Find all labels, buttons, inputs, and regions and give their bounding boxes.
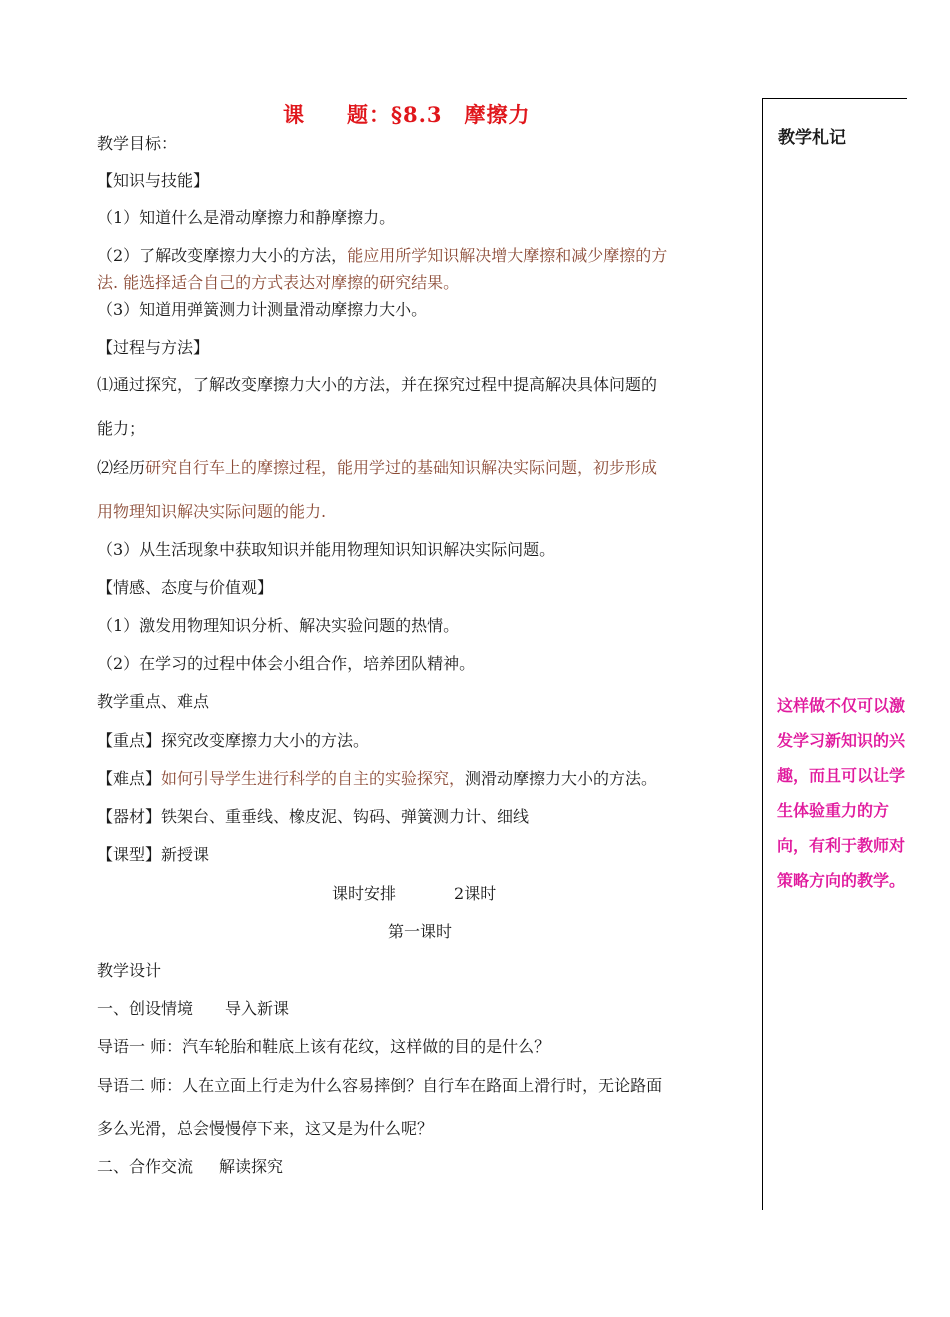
section-heading: 一、创设情境 — [97, 999, 194, 1018]
text-line — [97, 246, 667, 266]
text-segment-highlight: 能应用所学知识解决增大摩擦和减少摩擦的方 — [347, 246, 668, 265]
text-segment: （2）了解改变摩擦力大小的方法， — [97, 246, 348, 265]
text-line: 【过程与方法】 — [97, 338, 210, 357]
schedule-label: 课时安排 — [332, 884, 397, 903]
text-line — [97, 458, 657, 478]
text-line: （3）从生活现象中获取知识并能用物理知识知识解决实际问题。 — [97, 540, 556, 559]
text-line: 【知识与技能】 — [97, 171, 210, 190]
text-line — [97, 769, 657, 789]
text-line: 【课型】新授课 — [97, 845, 210, 864]
section-heading-sub: 解读探究 — [219, 1157, 284, 1176]
text-segment-highlight: 如何引导学生进行科学的自主的实验探究， — [161, 769, 466, 788]
text-line: 用物理知识解决实际问题的能力. — [97, 502, 327, 521]
text-segment: ⑵经历 — [97, 458, 146, 477]
section-heading: 二、合作交流 — [97, 1157, 194, 1176]
text-segment: 测滑动摩擦力大小的方法。 — [465, 769, 658, 788]
title-text: 题：§8.3 摩擦力 — [347, 102, 531, 127]
text-line: ⑴通过探究，了解改变摩擦力大小的方法，并在探究过程中提高解决具体问题的 — [97, 375, 658, 394]
text-line: 教学目标： — [97, 134, 178, 153]
text-line: （1）知道什么是滑动摩擦力和静摩擦力。 — [97, 208, 396, 227]
text-line — [97, 1157, 283, 1177]
page-title — [283, 99, 531, 129]
text-line: 多么光滑，总会慢慢停下来，这又是为什么呢？ — [97, 1119, 434, 1138]
text-line: （3）知道用弹簧测力计测量滑动摩擦力大小。 — [97, 300, 428, 319]
title-label: 课 — [283, 102, 305, 127]
text-line: 教学重点、难点 — [97, 692, 210, 711]
text-line: （1）激发用物理知识分析、解决实验问题的热情。 — [97, 616, 460, 635]
text-line: 导语二 师：人在立面上行走为什么容易摔倒？自行车在路面上滑行时，无论路面 — [97, 1076, 663, 1095]
schedule-value: 2课时 — [454, 884, 497, 903]
side-column-note: 这样做不仅可以激发学习新知识的兴趣，而且可以让学生体验重力的方向，有利于教师对策略方向的教学。 — [777, 696, 906, 890]
text-line: 【重点】探究改变摩擦力大小的方法。 — [97, 731, 370, 750]
text-line: 第一课时 — [388, 922, 453, 941]
text-line: 教学设计 — [97, 961, 162, 980]
section-heading-sub: 导入新课 — [225, 999, 290, 1018]
side-column-divider — [762, 98, 763, 1210]
text-line: 【情感、态度与价值观】 — [97, 578, 274, 597]
side-column-title: 教学札记 — [778, 128, 846, 148]
text-line — [332, 884, 496, 904]
text-line: 能力； — [97, 419, 146, 438]
text-line: 导语一 师：汽车轮胎和鞋底上该有花纹，这样做的目的是什么？ — [97, 1037, 551, 1056]
side-column-top-rule — [762, 98, 907, 99]
text-segment-highlight: 研究自行车上的摩擦过程，能用学过的基础知识解决实际问题，初步形成 — [145, 458, 658, 477]
text-line: 【器材】铁架台、重垂线、橡皮泥、钩码、弹簧测力计、细线 — [97, 807, 530, 826]
text-line — [97, 999, 289, 1019]
text-line: （2）在学习的过程中体会小组合作，培养团队精神。 — [97, 654, 476, 673]
text-line: 法. 能选择适合自己的方式表达对摩擦的研究结果。 — [97, 273, 460, 292]
text-segment: 【难点】 — [97, 769, 162, 788]
